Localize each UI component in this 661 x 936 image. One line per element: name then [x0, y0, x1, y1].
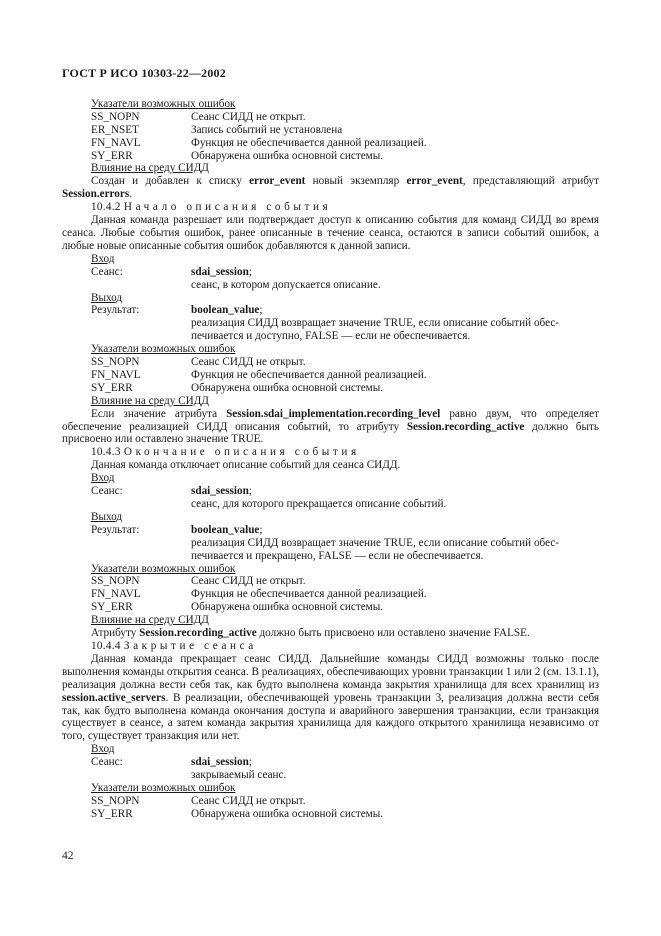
input-heading: Вход — [91, 252, 115, 265]
errors-heading: Указатели возможных ошибок — [91, 562, 236, 575]
error-description: Обнаружена ошибка основной системы. — [191, 601, 384, 614]
page-number: 42 — [62, 850, 74, 862]
effect-paragraph: Если значение атрибута Session.sdai_implementation.recording_level равно двум, что определяет обеспечение реализацией СИДД описания событий, то атрибуту Session.recording_active должно быть присвоено или оставлено значение TRUE. — [62, 407, 600, 446]
effect-heading: Влияние на среду СИДД — [91, 162, 209, 175]
output-row: Результат: boolean_value; — [91, 304, 263, 317]
error-code: SY_ERR — [91, 807, 133, 820]
error-description: Функция не обеспечивается данной реализацией. — [191, 588, 427, 601]
error-item — [91, 124, 599, 137]
error-list — [62, 575, 599, 614]
error-code: FN_NAVL — [91, 588, 141, 601]
output-heading: Выход — [91, 510, 123, 523]
error-item — [91, 150, 599, 163]
errors-heading: Указатели возможных ошибок — [91, 781, 236, 794]
section-heading-10-4-4: 10.4.4 Закрытие сеанса — [91, 639, 257, 652]
error-list — [62, 795, 599, 821]
error-item — [91, 808, 599, 821]
output-description-line1: реализация СИДД возвращает значение TRUE, если описание событий обес- — [191, 317, 560, 330]
error-code: FN_NAVL — [91, 136, 141, 149]
error-description: Обнаружена ошибка основной системы. — [191, 381, 384, 394]
effect-paragraph: Атрибуту Session.recording_active должно быть присвоено или оставлено значение FALSE. — [91, 627, 530, 640]
document-header: ГОСТ Р ИСО 10303-22—2002 — [62, 66, 226, 80]
section-heading-10-4-2: 10.4.2 Начало описания события — [91, 201, 332, 214]
input-description: сеанс, для которого прекращается описание событий. — [191, 498, 447, 510]
section-heading-10-4-3: 10.4.3 Окончание описания события — [91, 446, 360, 459]
input-row: Сеанс: sdai_session; — [91, 485, 252, 498]
error-item — [91, 111, 599, 124]
effect-heading: Влияние на среду СИДД — [91, 614, 209, 627]
error-item — [91, 369, 599, 382]
error-description: Функция не обеспечивается данной реализацией. — [191, 136, 427, 149]
input-row: Сеанс: sdai_session; — [91, 265, 252, 278]
effect-paragraph: Создан и добавлен к списку error_event новый экземпляр error_event, представляющий атрибут Session.errors. — [62, 175, 600, 201]
output-description-line2: печивается и доступно, FALSE — если не обеспечивается. — [191, 330, 471, 343]
input-heading: Вход — [91, 472, 115, 485]
error-code: SY_ERR — [91, 149, 133, 162]
error-item — [91, 588, 599, 601]
error-code: SS_NOPN — [91, 110, 140, 123]
input-heading: Вход — [91, 743, 115, 756]
input-description: закрываемый сеанс. — [191, 769, 287, 782]
input-description: сеанс, в котором допускается описание. — [191, 278, 381, 291]
error-item — [91, 795, 599, 808]
section-description: Данная команда прекращает сеанс СИДД. Дальнейшие команды СИДД возможны только после выполнения команды открытия сеанса. В реализациях, обеспечивающих уровни транзакции 1 или 2 (см. 13.1.1), реализация должна вести себя так, как будто выполнена команда закрытия хранилища для всех хранилищ из session.active_servers. В реализации, обеспечивающей уровень транзакции 3, реализация должна вести себя так, как будто выполнена команда окончания доступа и аварийного завершения транзакции, если транзакция существует в сеансе, а затем команда закрытия хранилища для каждого открытого хранилища независимо от того, существует транзакция или нет. — [62, 652, 599, 743]
error-item — [91, 601, 599, 614]
output-row: Результат: boolean_value; — [91, 523, 263, 536]
errors-heading: Указатели возможных ошибок — [91, 97, 236, 110]
error-code: SS_NOPN — [91, 794, 140, 807]
error-description: Сеанс СИДД не открыт. — [191, 575, 306, 588]
error-code: SY_ERR — [91, 381, 133, 394]
error-item — [91, 356, 599, 369]
error-code: ER_NSET — [91, 123, 139, 136]
error-code: SS_NOPN — [91, 356, 140, 369]
error-description: Функция не обеспечивается данной реализацией. — [191, 368, 427, 381]
error-description: Сеанс СИДД не открыт. — [191, 356, 306, 369]
section-description: Данная команда разрешает или подтверждает доступ к описанию события для команд СИДД во время сеанса. Любые события ошибок, ранее описанные в течение сеанса, остаются в записи событий ошибок, а любые новые описанные события ошибок добавляются к данной записи. — [62, 214, 599, 252]
section-description: Данная команда отключает описание событий для сеанса СИДД. — [91, 459, 401, 472]
output-description-line1: реализация СИДД возвращает значение TRUE, если описание событий обес- — [191, 536, 560, 549]
error-code: SS_NOPN — [91, 575, 140, 588]
error-item — [91, 137, 599, 150]
input-row: Сеанс: sdai_session; — [91, 756, 252, 769]
output-heading: Выход — [91, 291, 123, 304]
errors-heading: Указатели возможных ошибок — [91, 343, 236, 356]
error-description: Обнаружена ошибка основной системы. — [191, 149, 384, 162]
error-code: SY_ERR — [91, 601, 133, 614]
effect-heading: Влияние на среду СИДД — [91, 394, 209, 407]
error-description: Запись событий не установлена — [191, 123, 343, 136]
error-description: Сеанс СИДД не открыт. — [191, 794, 306, 807]
error-list — [62, 356, 599, 395]
error-description: Обнаружена ошибка основной системы. — [191, 807, 384, 820]
error-list — [62, 111, 599, 163]
error-code: FN_NAVL — [91, 368, 141, 381]
error-item — [91, 575, 599, 588]
output-description-line2: печивается и прекращено, FALSE — если не обеспечивается. — [191, 549, 484, 562]
error-description: Сеанс СИДД не открыт. — [191, 110, 306, 123]
error-item — [91, 382, 599, 395]
